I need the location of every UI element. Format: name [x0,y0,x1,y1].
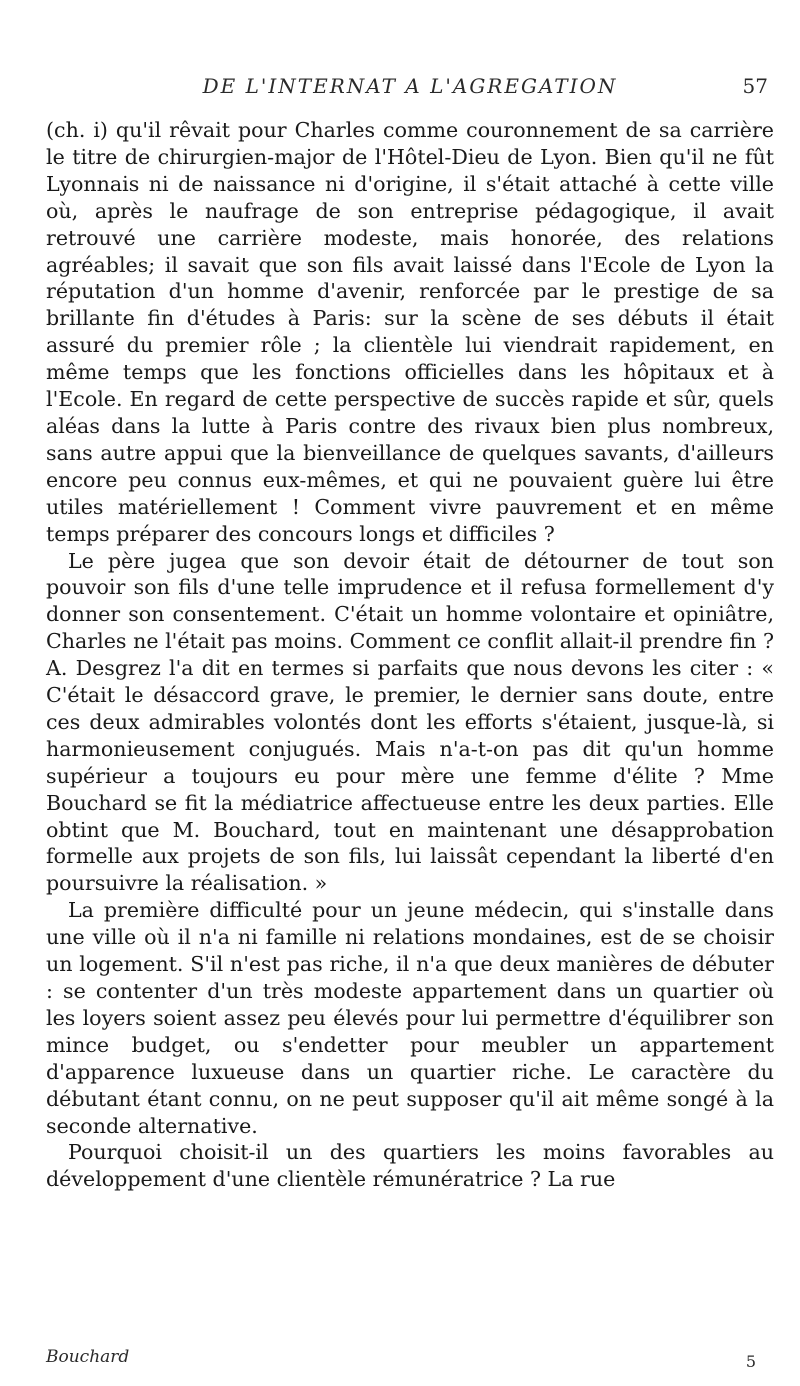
signature-mark: Bouchard [46,1347,130,1367]
paragraph-3: La première difficulté pour un jeune médecin, qui s'installe dans une ville où il n'a ni famille ni relations mondaines, est de se choisir un logement. S'il n'est pas riche, il n'a que deux manières de débuter : se contenter d'un très modeste appartement dans un quartier où les loyers soient assez peu élevés pour lui permettre d'équilibrer son mince budget, ou s'endetter pour meubler un appartement d'apparence luxueuse dans un quartier riche. Le caractère du débutant étant connu, on ne peut supposer qu'il ait même songé à la seconde alternative. [46,898,774,1138]
paragraph-4: Pourquoi choisit-il un des quartiers les moins favorables au développement d'une clientèle rémunératrice ? La rue [46,1140,774,1192]
running-title: DE L'INTERNAT A L'AGREGATION [202,74,618,98]
paragraph-2: Le père jugea que son devoir était de détourner de tout son pouvoir son fils d'une telle imprudence et il refusa formellement d'y donner son consentement. C'était un homme volontaire et opiniâtre, Charles ne l'était pas moins. Comment ce conflit allait-il prendre fin ? A. Desgrez l'a dit en termes si parfaits que nous devons les citer : « C'était le désaccord grave, le premier, le dernier sans doute, entre ces deux admirables volontés dont les efforts s'étaient, jusque-là, si harmonieusement conjugués. Mais n'a-t-on pas dit qu'un homme supérieur a toujours eu pour mère une femme d'élite ? Mme Bouchard se fit la médiatrice affectueuse entre les deux parties. Elle obtint que M. Bouchard, tout en maintenant une désapprobation formelle aux projets de son fils, lui laissât cependant la liberté d'en poursuivre la réalisation. » [46,548,774,896]
paragraph-1: (ch. i) qu'il rêvait pour Charles comme couronnement de sa carrière le titre de chirurgien-major de l'Hôtel-Dieu de Lyon. Bien qu'il ne fût Lyonnais ni de naissance ni d'origine, il s'était attaché à cette ville où, après le naufrage de son entreprise pédagogique, il avait retrouvé une carrière modeste, mais honorée, des relations agréables; il savait que son fils avait laissé dans l'Ecole de Lyon la réputation d'un homme d'avenir, renforcée par le prestige de sa brillante fin d'études à Paris: sur la scène de ses débuts il était assuré du premier rôle ; la clientèle lui viendrait rapidement, en même temps que les fonctions officielles dans les hôpitaux et à l'Ecole. En regard de cette perspective de succès rapide et sûr, quels aléas dans la lutte à Paris contre des rivaux bien plus nombreux, sans autre appui que la bienveillance de quelques savants, d'ailleurs encore peu connus eux-mêmes, et qui ne pouvaient guère lui être utiles matériellement ! Comment vivre pauvrement et en même temps préparer des concours longs et difficiles ? [46,118,774,546]
book-page [46,0,774,1386]
page-number: 57 [742,74,768,98]
running-head [46,74,774,104]
signature-number: 5 [745,1352,756,1371]
body-text [46,117,774,1193]
